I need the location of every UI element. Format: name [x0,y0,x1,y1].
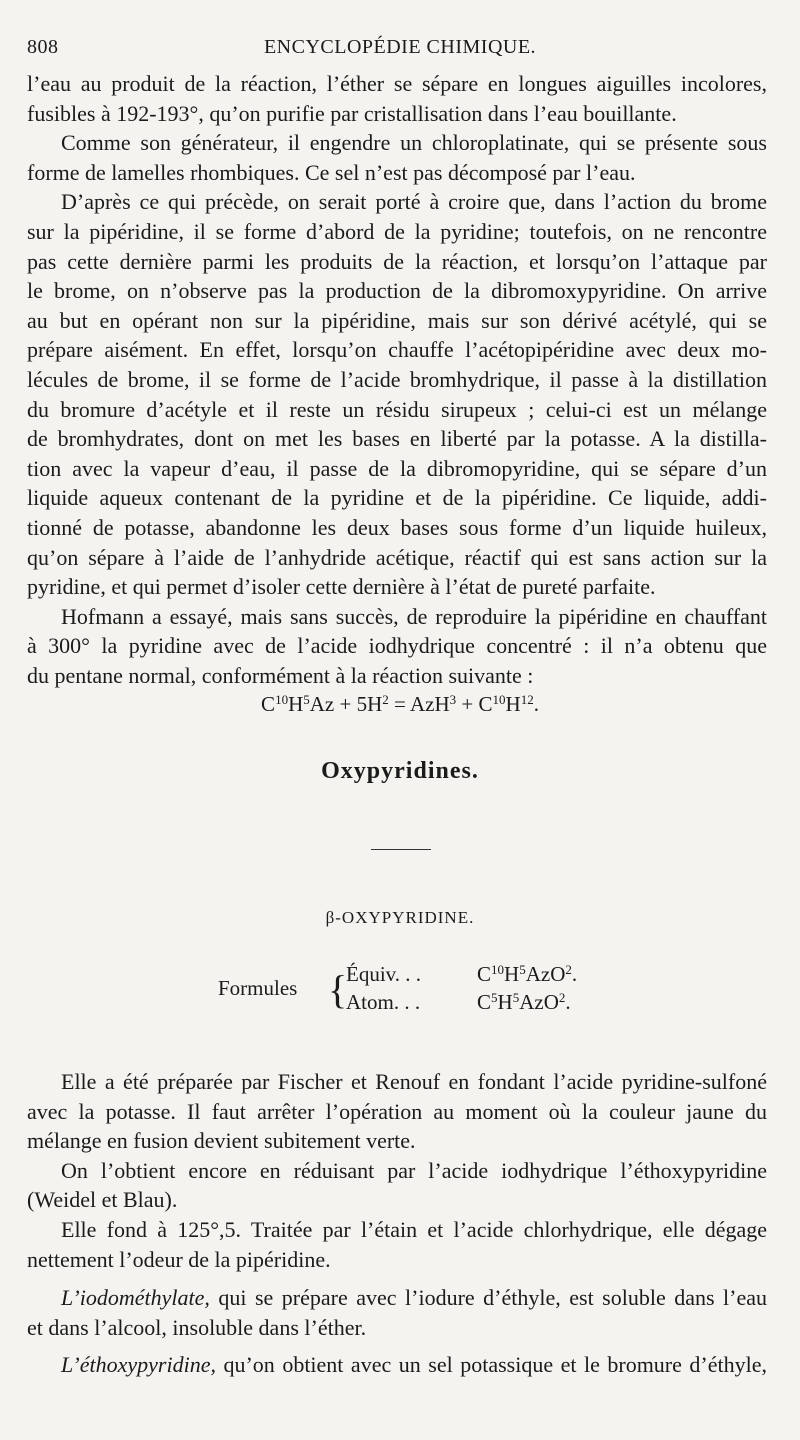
formula-part: 5 [512,989,520,1005]
text-line: et dans l’alcool, insoluble dans l’éther. [27,1314,367,1340]
text-line: lécules de brome, il se forme de l’acide bromhydrique, il passe à la distillation [27,366,767,392]
text-line: nettement l’odeur de la pipéridine. [27,1246,331,1272]
equation-part: = AzH [388,692,450,716]
formulas-label: Formules [218,976,298,1000]
equation-part: . [533,692,539,716]
text-line: (Weidel et Blau). [27,1187,178,1213]
formula-value-atom [477,990,571,1015]
running-title: ENCYCLOPÉDIE CHIMIQUE. [263,36,537,58]
equation-part: Az + 5H [309,692,383,716]
formula-part: . [571,962,578,986]
text-line: tionné de potasse, abandonne les deux bases sous forme d’un liquide huileux, [27,514,767,540]
text-line: qu’on sépare à l’aide de l’anhydride acétique, réactif qui est sans action sur la [27,544,767,570]
formula-part: 2 [565,961,572,977]
formula-part: . [565,990,571,1014]
text-line: avec la potasse. Il faut arrêter l’opération au moment où la couleur jaune du [27,1098,767,1124]
text-line: pyridine, et qui permet d’isoler cette dernière à l’état de pureté parfaite. [27,574,656,600]
text-line: mélange en fusion devient subitement verte. [27,1128,416,1154]
text-run: qu’on obtient avec un sel potassique et le bromure d’éthyle, [215,1352,767,1377]
formula-part: 10 [491,961,505,977]
equation-part: 10 [492,691,506,707]
section-heading: Oxypyridines. [321,758,479,784]
equation-part: 5 [303,691,310,707]
formula-part: 5 [491,989,498,1005]
sub-heading: β-OXYPYRIDINE. [325,908,475,927]
paragraph-block-2 [27,1067,767,1274]
text-line: à 300° la pyridine avec de l’acide iodhydrique concentré : il n’a obtenu que [27,633,767,659]
paragraph-block-4 [27,1350,767,1380]
equation-part: 2 [382,691,389,707]
italic-term: L’iodométhylate, [61,1285,210,1310]
text-line: On l’obtient encore en réduisant par l’acide iodhydrique l’éthoxypyridine [61,1157,767,1183]
page-header [27,36,773,62]
text-line: Elle fond à 125°,5. Traitée par l’étain et l’acide chlorhydrique, elle dégage [61,1216,767,1242]
formula-part: AzO [519,990,559,1014]
text-line: Elle a été préparée par Fischer et Renouf en fondant l’acide pyridine-sulfoné [61,1069,767,1094]
formula-row-equiv: Équiv. . . [346,962,422,986]
text-line: tion avec la vapeur d’eau, il passe de la dibromopyridine, qui se sépare d’un [27,455,767,481]
brace-glyph: { [328,967,348,1012]
formula-part: C [477,990,492,1014]
text-line: le brome, on n’observe pas la production de la dibromoxypyridine. On arrive [27,278,767,304]
formula-part: 2 [558,989,566,1005]
italic-term: L’éthoxypyridine, [61,1352,216,1377]
text-line: l’eau au produit de la réaction, l’éther se sépare en longues aiguilles incolores, [27,71,767,96]
equation-part: 12 [520,691,534,707]
equation-part: 3 [449,691,457,707]
formula-part: AzO [525,962,566,986]
reaction-equation [0,692,800,717]
text-line: liquide aqueux contenant de la pyridine et de la pipéridine. Ce liquide, addi- [27,485,767,511]
formula-part: H [497,990,513,1014]
equation-part: 10 [275,691,289,707]
formula-part: 5 [519,961,526,977]
equation-part: H [288,692,304,716]
text-line: au but en opérant non sur la pipéridine, mais sur son dérivé acétylé, qui se [27,307,767,333]
formula-part: C [477,962,492,986]
formula-value-equiv [477,962,577,987]
text-line: prépare aisément. En effet, lorsqu’on chauffe l’acétopipéridine avec deux mo- [27,337,767,363]
formula-part: H [504,962,520,986]
divider-rule [371,849,431,850]
equation-part: C [261,692,276,716]
text-line: Hofmann a essayé, mais sans succès, de reproduire la pipéridine en chauffant [61,603,767,629]
formula-row-atom: Atom. . . [346,990,421,1014]
text-line: forme de lamelles rhombiques. Ce sel n’est pas décomposé par l’eau. [27,159,636,185]
text-line [27,1350,767,1380]
paragraph-block-1 [27,69,767,690]
page-number: 808 [27,36,59,58]
paragraph-block-3 [27,1283,767,1342]
text-line: pas cette dernière parmi les produits de la réaction, et lorsqu’on l’attaque par [27,248,767,274]
equation-part: H [505,692,521,716]
text-line: D’après ce qui précède, on serait porté à croire que, dans l’action du brome [61,189,767,215]
text-line: sur la pipéridine, il se forme d’abord de la pyridine; toutefois, on ne rencontre [27,218,767,244]
formulas-block [0,956,800,1026]
text-line: Comme son générateur, il engendre un chloroplatinate, qui se présente sous [61,130,767,156]
text-line: de bromhydrates, dont on met les bases en liberté par la potasse. A la distilla- [27,426,767,452]
text-line: du bromure d’acétyle et il reste un résidu sirupeux ; celui-ci est un mélange [27,396,767,422]
text-line: fusibles à 192-193°, qu’on purifie par cristallisation dans l’eau bouillante. [27,100,677,126]
text-run: qui se prépare avec l’iodure d’éthyle, est soluble dans l’eau [209,1285,767,1310]
equation-part: + C [456,692,493,716]
text-line: du pentane normal, conformément à la réaction suivante : [27,662,534,688]
text-line [27,1283,767,1313]
